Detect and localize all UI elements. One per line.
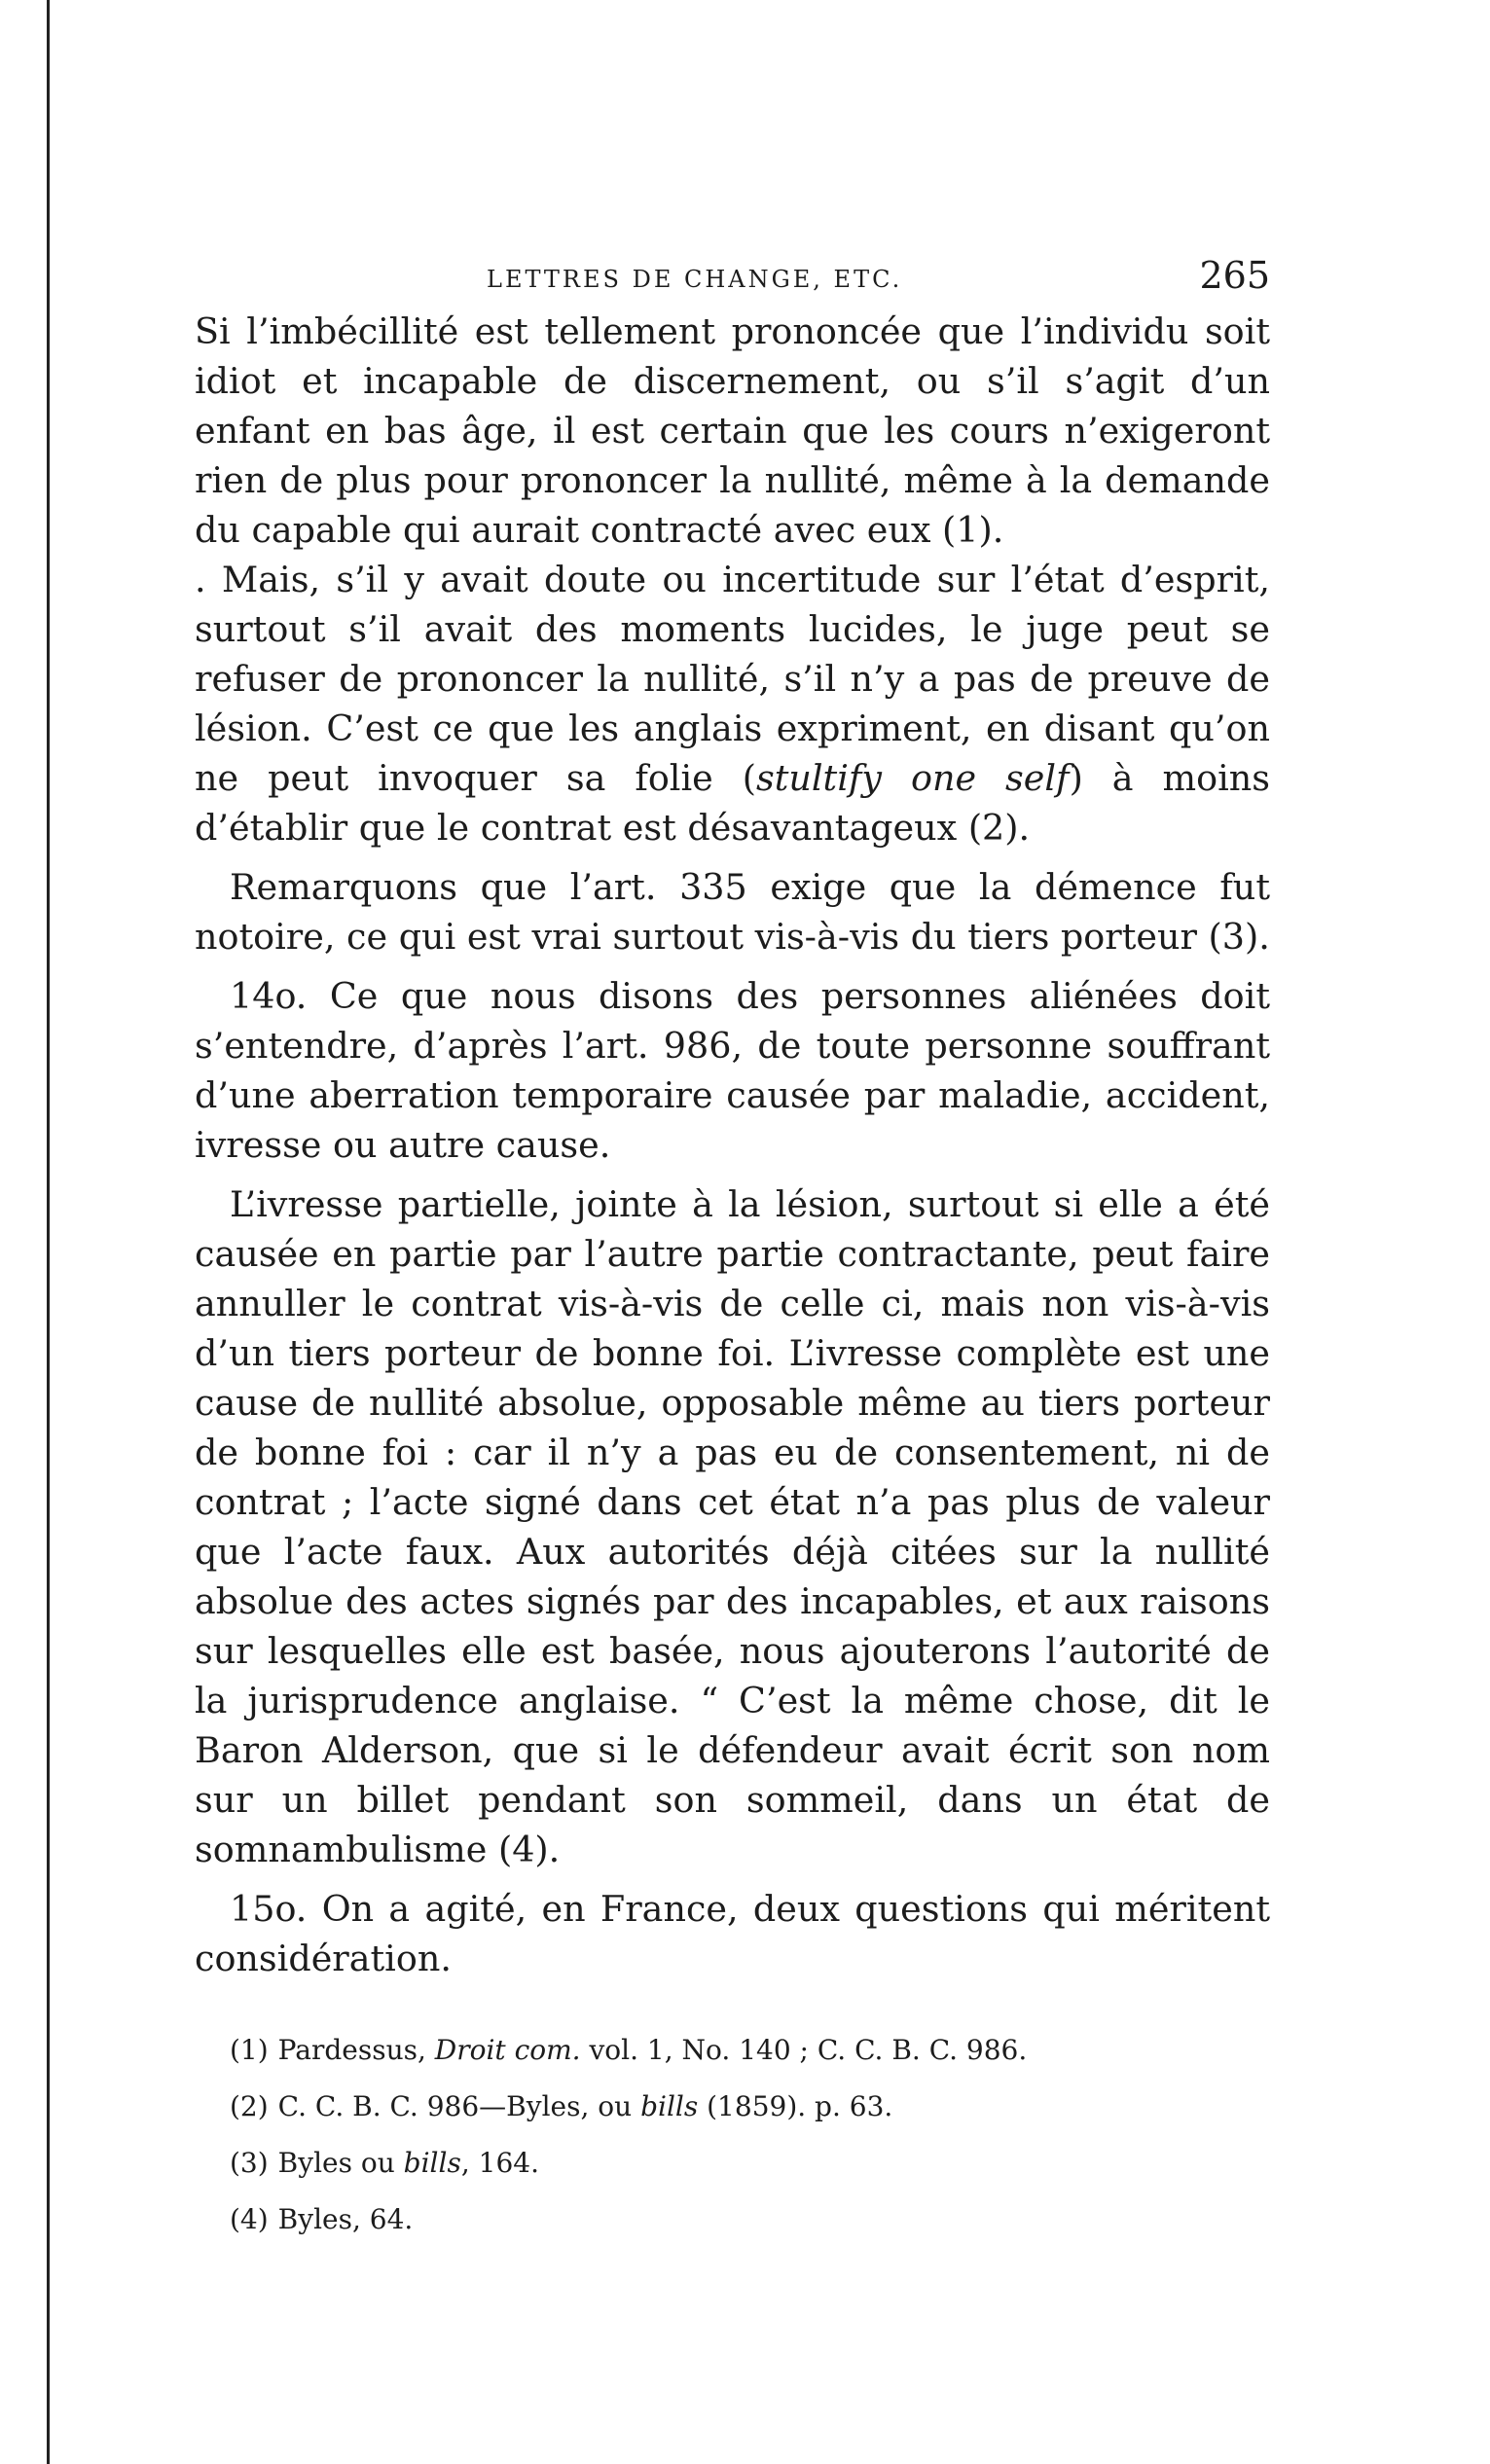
body-text bbox=[195, 307, 1270, 1983]
footnote-italic: bills bbox=[403, 2147, 461, 2179]
paragraph-doute-text-1: . Mais, s’il y avait doute ou incertitude sur l’état d’esprit, surtout s’il avait des moments lucides, le juge peut se refuser de prononcer la nullité, s’il n’y a pas de preuve de lésion. C’est ce que les anglais expriment, en disant qu’on ne peut invoquer sa folie ( bbox=[195, 559, 1270, 799]
footnote-3 bbox=[230, 2149, 1270, 2178]
footnote-mark: (2) bbox=[230, 2090, 269, 2122]
footnote-text: Byles ou bbox=[277, 2147, 404, 2179]
footnote-text-end: , 164. bbox=[460, 2147, 539, 2179]
footnote-italic: Droit com. bbox=[434, 2034, 581, 2066]
running-title: LETTRES DE CHANGE, ETC. bbox=[487, 266, 903, 293]
paragraph-doute bbox=[195, 555, 1270, 852]
footnote-italic: bills bbox=[640, 2090, 699, 2122]
paragraph-ivresse: L’ivresse partielle, jointe à la lésion, surtout si elle a été causée en partie par l’autre partie contractante, peut faire annuller le contrat vis-à-vis de celle ci, mais non vis-à-vis d’un tiers porteur de bonne foi. L’ivresse complète est une cause de nullité absolue, opposable même au tiers porteur de bonne foi : car il n’y a pas eu de consentement, ni de contrat ; l’acte signé dans cet état n’a pas plus de valeur que l’acte faux. Aux autorités déjà citées sur la nullité absolue des actes signés par des incapables, et aux raisons sur lesquelles elle est basée, nous ajouterons l’autorité de la jurisprudence anglaise. “ C’est la même chose, dit le Baron Alderson, que si le défendeur avait écrit son nom sur un billet pendant son sommeil, dans un état de somnambulisme (4). bbox=[195, 1183, 1270, 1870]
paragraph-section-15: 15o. On a agité, en France, deux questions qui méritent considération. bbox=[195, 1888, 1270, 1979]
paragraph-imbecillite: Si l’imbécillité est tellement prononcée que l’individu soit idiot et incapable de discernement, ou s’il s’agit d’un enfant en bas âge, il est certain que les cours n’exigeront rien de plus pour prononcer la nullité, même à la demande du capable qui aurait contracté avec eux (1). bbox=[195, 310, 1270, 551]
footnote-mark: (1) bbox=[230, 2034, 269, 2066]
footnote-1 bbox=[230, 2036, 1270, 2065]
running-header bbox=[195, 248, 1270, 307]
page-binding-edge bbox=[47, 0, 50, 2464]
paragraph-section-14: 14o. Ce que nous disons des personnes aliénées doit s’entendre, d’après l’art. 986, de toute personne souffrant d’une aberration temporaire causée par maladie, accident, ivresse ou autre cause. bbox=[195, 975, 1270, 1166]
paragraph-doute-text-2: ) à moins d’établir que le contrat est désavantageux (2). bbox=[195, 757, 1270, 849]
footnote-2 bbox=[230, 2092, 1270, 2121]
footnote-text: Byles, 64. bbox=[277, 2203, 414, 2235]
paragraph-doute-italic: stultify one self bbox=[755, 757, 1070, 799]
paragraph-remarquons: Remarquons que l’art. 335 exige que la démence fut notoire, ce qui est vrai surtout vis-à-vis du tiers porteur (3). bbox=[195, 866, 1270, 958]
footnotes bbox=[195, 2036, 1270, 2234]
footnote-text-end: vol. 1, No. 140 ; C. C. B. C. 986. bbox=[580, 2034, 1028, 2066]
book-page bbox=[195, 248, 1270, 2262]
footnote-text: Pardessus, bbox=[277, 2034, 435, 2066]
footnote-mark: (4) bbox=[230, 2203, 269, 2235]
footnote-text: C. C. B. C. 986—Byles, ou bbox=[277, 2090, 641, 2122]
footnote-mark: (3) bbox=[230, 2147, 269, 2179]
footnote-text-end: (1859). p. 63. bbox=[698, 2090, 893, 2122]
page-number: 265 bbox=[1199, 254, 1270, 297]
footnote-4 bbox=[230, 2205, 1270, 2234]
